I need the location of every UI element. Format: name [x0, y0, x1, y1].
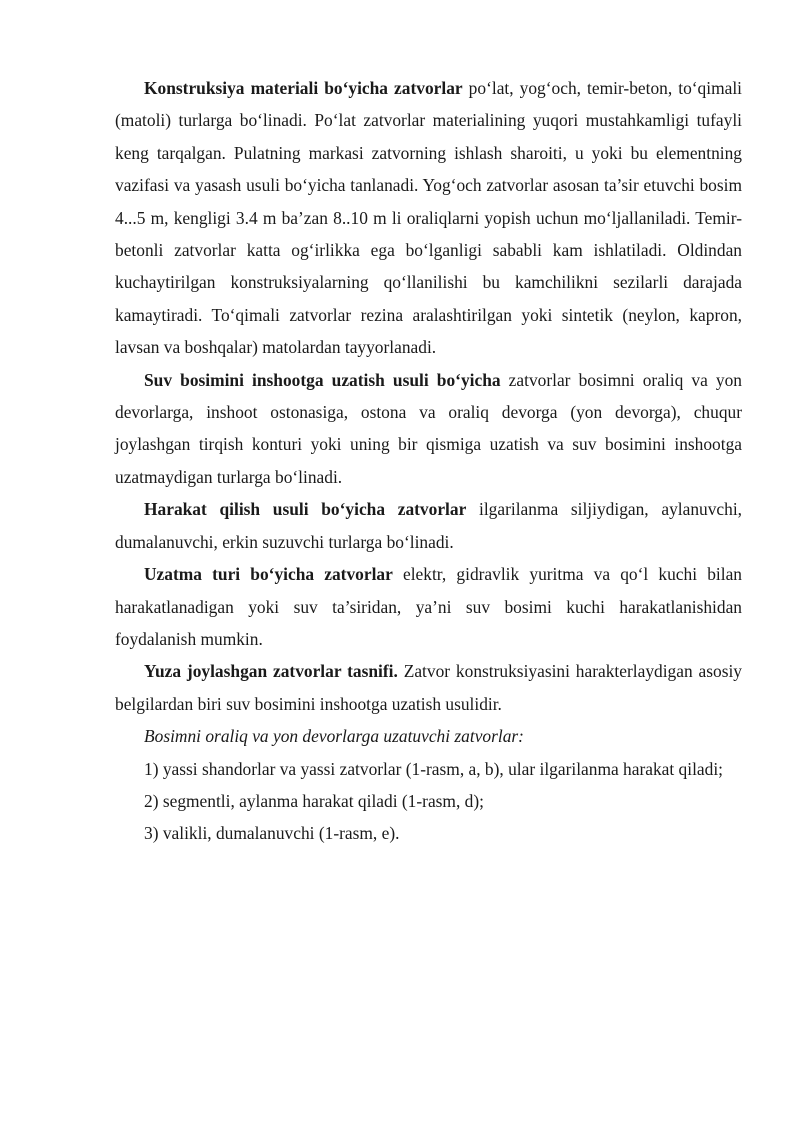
paragraph-body: po‘lat, yog‘och, temir-beton, to‘qimali (matoli) turlarga bo‘linadi. Po‘lat zatvorlar materialining yuqori mustahkamligi tufayli keng tarqalgan. Pulatning markasi zatvorning ishlash sharoiti, u yoki bu elementning vazifasi va yasash usuli bo‘yicha tanlanadi. Yog‘och zatvorlar asosan ta’sir etuvchi bosim 4...5 m, kengligi 3.4 m ba’zan 8..10 m li oraliqlarni yopish uchun mo‘ljallaniladi. Temir-betonli zatvorlar katta og‘irlikka ega bo‘lganligi sababli kam ishlatiladi. Oldindan kuchaytirilgan konstruksiyalarning qo‘llanilishi bu kamchilikni sezilarli darajada kamaytiradi. To‘qimali zatvorlar rezina aralashtirilgan yoki sintetik (neylon, kapron, lavsan va boshqalar) matolardan tayyorlanadi.: [115, 78, 742, 358]
paragraph-movement-method: [115, 493, 742, 558]
paragraph-heading: Harakat qilish usuli bo‘yicha zatvorlar: [144, 499, 467, 520]
paragraph-heading: Uzatma turi bo‘yicha zatvorlar: [144, 564, 393, 585]
list-item: 2) segmentli, aylanma harakat qiladi (1-rasm, d);: [144, 790, 484, 811]
document-page: [115, 72, 742, 850]
paragraph-body: zatvorlar bosimni oraliq va yon devorlarga, inshoot ostonasiga, ostona va oraliq devorga (yon devorga), chuqur joylashgan tirqish konturi yoki uning bir qismiga uzatish va suv bosimini inshootga uzatmaydigan turlarga bo‘linadi.: [115, 369, 743, 487]
paragraph-construction-material: [115, 72, 742, 364]
paragraph-heading: Konstruksiya materiali bo‘yicha zatvorlar: [144, 78, 463, 98]
list-item: 3) valikli, dumalanuvchi (1-rasm, e).: [144, 823, 400, 844]
paragraph-surface-gates-classification: [115, 655, 742, 720]
paragraph-heading: Suv bosimini inshootga uzatish usuli bo‘yicha: [144, 369, 501, 390]
paragraph-body: ilgarilanma siljiydigan, aylanuvchi, dumalanuvchi, erkin suzuvchi turlarga bo‘linadi.: [115, 499, 742, 552]
paragraph-body: Zatvor konstruksiyasini harakterlaydigan asosiy belgilardan biri suv bosimini inshootga uzatish usulidir.: [115, 661, 742, 714]
paragraph-water-pressure-transfer: [115, 364, 742, 494]
paragraph-drive-type: [115, 558, 742, 655]
list-item: 1) yassi shandorlar va yassi zatvorlar (1-rasm, a, b), ular ilgarilanma harakat qiladi;: [144, 758, 723, 779]
italic-subheading: Bosimni oraliq va yon devorlarga uzatuvchi zatvorlar:: [144, 726, 524, 747]
paragraph-body: elektr, gidravlik yuritma va qo‘l kuchi bilan harakatlanadigan yoki suv ta’siridan, ya’ni suv bosimi kuchi harakatlanishidan foydalanish mumkin.: [115, 564, 743, 649]
paragraph-heading: Yuza joylashgan zatvorlar tasnifi.: [144, 661, 398, 682]
